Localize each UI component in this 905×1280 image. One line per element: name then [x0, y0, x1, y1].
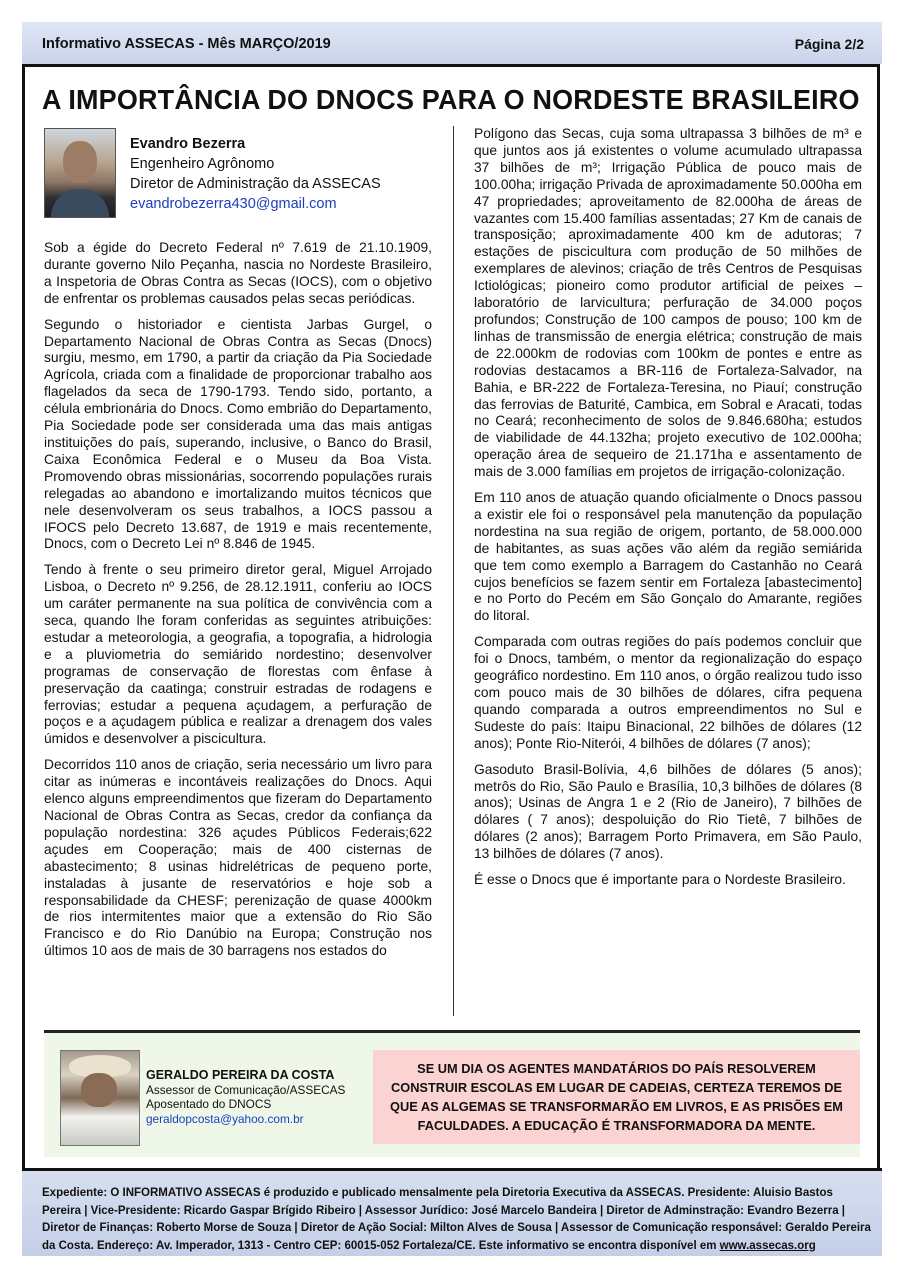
page-title: A IMPORTÂNCIA DO DNOCS PARA O NORDESTE BRASILEIRO: [42, 84, 860, 115]
paragraph: Sob a égide do Decreto Federal nº 7.619 de 21.10.1909, durante governo Nilo Peçanha, nascia no Nordeste Brasileiro, a Inspetoria de Obras Contra as Secas (IOCS), com o objetivo de enfrentar os problemas causados pelas secas periódicas.: [44, 240, 432, 306]
paragraph: Comparada com outras regiões do país podemos concluir que foi o Dnocs, também, o mentor da regionalização do espaço geográfico nordestino. Em 110 anos, o órgão realizou tudo isso com pouco mais de 30 bilhões de dólares, cifra pequena quando comparada a outros empreendimentos no Sul e Sudeste do país: Itaipu Binacional, 22 bilhões de dólares (12 anos); Ponte Rio-Niterói, 4 bilhões de dólares (7 anos);: [474, 634, 862, 751]
contact-note: Aposentado do DNOCS: [146, 1097, 272, 1112]
paragraph: É esse o Dnocs que é importante para o Nordeste Brasileiro.: [474, 872, 846, 888]
author-name: Evandro Bezerra: [130, 136, 246, 152]
paragraph: Polígono das Secas, cuja soma ultrapassa 3 bilhões de m³ e que juntos aos já existentes o volume acumulado ultrapassa 37 bilhões de m³; Irrigação Pública de pouco mais de 100.00ha; irrigação Privada de aproximadamente 50.000ha em 47 propriedades; aproveitamento de 82.000ha de áreas de vazantes com 15.400 famílias assentadas; 27 Km de canais de transposição; aproximadamente 400 km de adutoras; 7 estações de piscicultura com produção de 50 milhões de exemplares de alevinos; criação de três Centros de Pesquisas Ictiológicas; pioneiro como produtor artificial de peixes – laboratório de larvicultura; perfuração de 34.000 poços profundos; Construção de 100 campos de pouso; 100 km de linhas de transmissão de energia elétrica; construção de mais de 22.000km de rodovias com 100km de pontes e entre as rodovias destacamos a BR-116 de Fortaleza-Salvador, na Bahia, e BR-222 de Fortaleza-Teresina, no Piauí; construção das ferrovias de Baturité, Cambica, em Sobral e Aracati, todas no Ceará; reconhecimento de solos de 9.846.680ha; estudos de viabilidade de 44.132ha; projeto executivo de 102.000ha; operação área de sequeiro de 21.171ha e assentamento de mais de 3.000 famílias em projetos de irrigação-colonização.: [474, 126, 862, 480]
contact-role: Assessor de Comunicação/ASSECAS: [146, 1082, 346, 1097]
paragraph: Decorridos 110 anos de criação, seria necessário um livro para citar as inúmeras e incontáveis realizações do Dnocs. Aqui elenco alguns empreendimentos que fizeram do Departamento Nacional de Obras Contra as Secas, credor da confiança da população nordestina: 326 açudes Públicos Federais;622 açudes em Cooperação; mais de 400 cisternas de abastecimento; 8 usinas hidrelétricas de pequeno porte, instaladas à jusante de reservatórios e hoje sob a responsabilidade da CHESF; perenização de quase 4000km de rios intermitentes maior que a extensão do Rio São Francisco e do Rio Danúbio na Europa; Construção nos últimos 10 aos de mais de 30 barragens nos estados do: [44, 757, 432, 959]
footer-expediente: Expediente: O INFORMATIVO ASSECAS é produzido e publicado mensalmente pela Diretoria Executiva da ASSECAS. Presidente: Aluisio Bastos Pereira | Vice-Presidente: Ricardo Gaspar Brígido Ribeiro | Assessor Jurídico: José Marcelo Bandeira | Diretor de Adminstração: Evandro Bezerra | Diretor de Finanças: Roberto Morse de Souza | Diretor de Ação Social: Milton Alves de Sousa | Assessor de Comunicação responsável: Geraldo Pereira da Costa. Endereço: Av. Imperador, 1313 - Centro CEP: 60015-052 Fortaleza/CE. Este informativo se encontra disponível em: [42, 1187, 871, 1252]
author-face: [63, 141, 97, 183]
contact-info: [146, 1068, 345, 1126]
contact-email[interactable]: geraldopcosta@yahoo.com.br: [146, 1111, 304, 1126]
quote-box: [373, 1050, 860, 1144]
contact-name: GERALDO PEREIRA DA COSTA: [146, 1068, 335, 1082]
author-role: Engenheiro Agrônomo: [130, 156, 275, 172]
author-shirt: [51, 189, 109, 217]
footer-link[interactable]: www.assecas.org: [719, 1239, 816, 1252]
contact-photo: [60, 1050, 140, 1146]
paragraph: Gasoduto Brasil-Bolívia, 4,6 bilhões de dólares (5 anos); metrôs do Rio, São Paulo e Brasília, 10,3 bilhões de dólares (8 anos); Usinas de Angra 1 e 2 (Rio de Janeiro), 7 bilhões de dólares ( 7 anos); despoluição do Rio Tietê, 7 bilhões de dólares (2 anos); Barragem Porto Primavera, em São Paulo, 13 bilhões de dólares (7 anos).: [474, 761, 862, 862]
author-email[interactable]: evandrobezerra430@gmail.com: [130, 196, 337, 212]
author-position: Diretor de Administração da ASSECAS: [130, 176, 381, 192]
footer-text: [42, 1185, 872, 1255]
quote-text: SE UM DIA OS AGENTES MANDATÁRIOS DO PAÍS RESOLVEREM CONSTRUIR ESCOLAS EM LUGAR DE CADEIAS, CERTEZA TEREMOS DE QUE AS ALGEMAS SE TRANSFORMARÃO EM LIVROS, E AS PRISÕES EM FACULDADES. A EDUCAÇÃO É TRANSFORMADORA DA MENTE.: [390, 1061, 843, 1133]
footer-bar: [22, 1168, 882, 1256]
paragraph: Segundo o historiador e cientista Jarbas Gurgel, o Departamento Nacional de Obras Contra as Secas (Dnocs) surgiu, mesmo, em 1790, a partir da criação da Pia Sociedade Agrícola, criada com a finalidade de proporcionar trabalho aos flagelados da seca de 1790-1793. Tendo sido, portanto, a célula embrionária do Dnocs. Como embrião do Departamento, Pia Sociedade pode ser considerada uma das mais antigas instituições do país, superando, inclusive, o Banco do Brasil, Caixa Econômica Federal e o Museu da Boa Vista. Promovendo obras missionárias, socorrendo populações rurais relegadas ao abandono e imortalizando muitos técnicos que nele desenvolveram os seus trabalhos, a IOCS passou a IFOCS pelo Decreto 13.687, de 1919 e mais recentemente, Dnocs, com o Decreto Lei nº 8.846 de 1945.: [44, 316, 432, 552]
author-block: [130, 134, 381, 214]
page-number: Página 2/2: [794, 36, 864, 52]
paragraph: Em 110 anos de atuação quando oficialmente o Dnocs passou a existir ele foi o responsável pela manutenção da população nordestina na sua região de origem, portanto, de 58.000.000 de habitantes, as suas ações vão além da região semiárida que tem como exemplo a Barragem do Castanhão no Ceará cujos benefícios se fazem sentir em Fortaleza [abastecimento] e no Porto do Pecém em São Gonçalo do Amarante, regiões do litoral.: [474, 490, 862, 624]
paragraph: Tendo à frente o seu primeiro diretor geral, Miguel Arrojado Lisboa, o Decreto nº 9.256, de 28.12.1911, conferiu ao IOCS um caráter permanente na sua política de convivência com a seca, quando lhe foram conferidas as seguintes atribuições: estudar a meteorologia, a geografia, a topografia, a hidrologia e a pluviometria do semiárido nordestino; desenvolver programas de conservação de florestas com ênfase à preservação da caatinga; construir estradas de rodagens e ferrovias; estudar a pequena açudagem, a perfuração de poços e a açudagem pública e realizar a drenagem dos vales úmidos e desenvolver a piscicultura.: [44, 562, 432, 747]
header-bar: [22, 22, 882, 64]
column-divider: [453, 126, 454, 1016]
article-column-2: [474, 126, 862, 898]
author-photo: [44, 128, 116, 218]
article-column-1: [44, 240, 432, 969]
contact-face: [81, 1073, 117, 1107]
newsletter-title: Informativo ASSECAS - Mês MARÇO/2019: [42, 36, 331, 52]
